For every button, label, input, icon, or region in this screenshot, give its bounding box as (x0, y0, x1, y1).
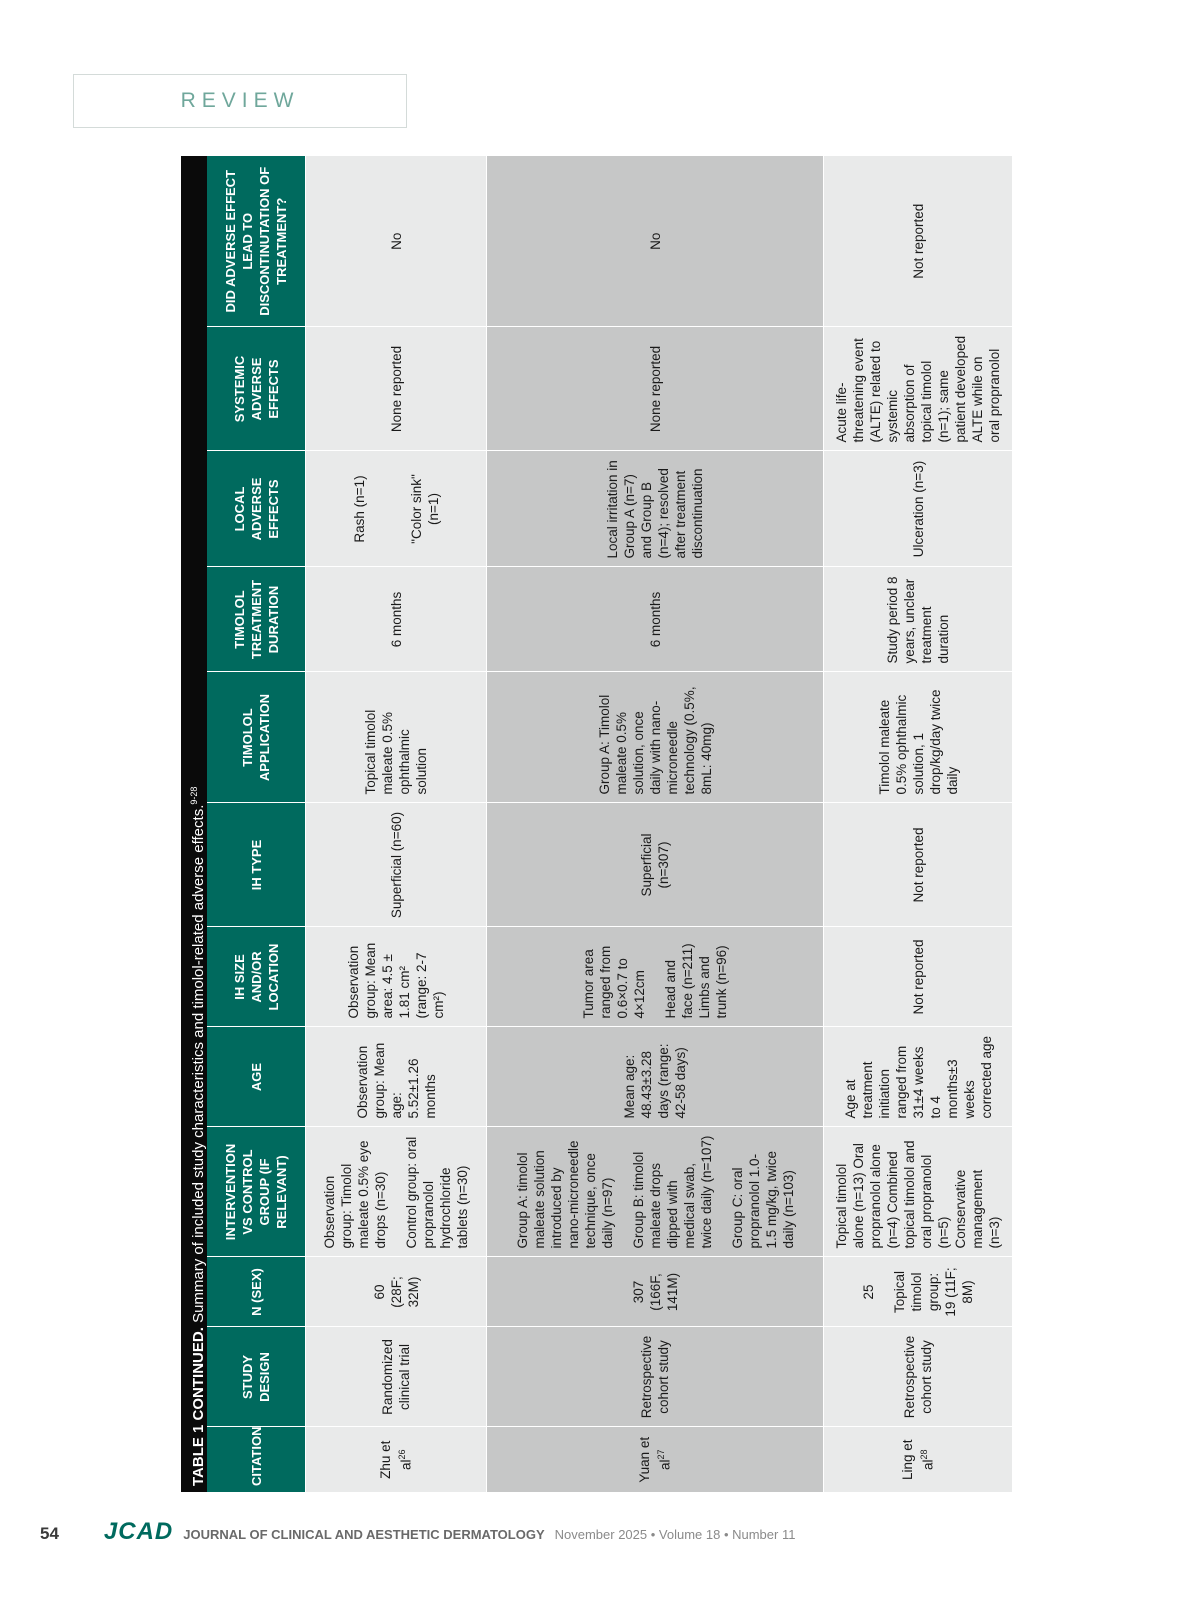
cell-citation: Ling et $al^{28}$ (824, 1427, 1013, 1492)
cell-duration: Study period 8 years, unclear treatment duration (824, 567, 1013, 672)
col-size: IH SIZE AND/OR LOCATION (207, 927, 306, 1027)
caption-text: Summary of included study characteristics and timolol-related adverse effects. (190, 804, 207, 1328)
table-row (824, 156, 1013, 1492)
cell-n: 307 (166F, 141M) (487, 1257, 824, 1327)
cell-application: Group A: Timolol maleate 0.5% solution, once daily with nano-microneedle technology (0.5%, 8mL: 40mg) (487, 672, 824, 803)
journal-name: JOURNAL OF CLINICAL AND AESTHETIC DERMATOLOGY (183, 1527, 545, 1542)
section-label-box (73, 74, 407, 128)
cell-size: Observation group: Mean area: 4.5 ± 1.81 cm² (range: 2-7 cm²) (306, 927, 487, 1027)
cell-citation: Zhu et $al^{26}$ (306, 1427, 487, 1492)
page-footer (40, 1518, 795, 1548)
cell-discontinuation: No (487, 156, 824, 327)
cell-intervention: Observation group: Timolol maleate 0.5% eye drops (n=30) Control group: oral propranolol hydrochloride tablets (n=30) (306, 1127, 487, 1257)
col-intervention: INTERVENTION VS CONTROL GROUP (IF RELEVANT) (207, 1127, 306, 1257)
col-application: TIMOLOL APPLICATION (207, 672, 306, 803)
table-row (306, 156, 487, 1492)
cell-local: Local irritation in Group A (n=7) and Group B (n=4); resolved after treatment discontinuation (487, 451, 824, 567)
cell-type: Not reported (824, 803, 1013, 927)
cell-type: Superficial (n=307) (487, 803, 824, 927)
cell-duration: 6 months (306, 567, 487, 672)
cell-intervention: Group A: timolol maleate solution introduced by nano-microneedle technique, once daily (n=97) Group B: timolol maleate drops dipped with medical swab, twice daily (n=107) Group C: oral propranolol 1.0-1.5 mg/kg, twice daily (n=103) (487, 1127, 824, 1257)
cell-discontinuation: No (306, 156, 487, 327)
cell-design: Randomized clinical trial (306, 1327, 487, 1427)
cell-systemic: Acute life-threatening event (ALTE) related to systemic absorption of topical timolol (n=1); same patient developed ALTE while on oral propranolol (824, 327, 1013, 451)
cell-systemic: None reported (487, 327, 824, 451)
table-header-row (207, 156, 306, 1492)
col-age: AGE (207, 1027, 306, 1127)
col-type: IH TYPE (207, 803, 306, 927)
cell-systemic: None reported (306, 327, 487, 451)
cell-age: Mean age: 48.43±3.28 days (range: 42-58 days) (487, 1027, 824, 1127)
cell-application: Topical timolol maleate 0.5% ophthalmic solution (306, 672, 487, 803)
cell-discontinuation: Not reported (824, 156, 1013, 327)
table-caption (181, 156, 207, 1492)
col-citation: CITATION (207, 1427, 306, 1492)
cell-size: Not reported (824, 927, 1013, 1027)
table-row (487, 156, 824, 1492)
rotated-table (181, 156, 1011, 1492)
cell-type: Superficial (n=60) (306, 803, 487, 927)
journal-logo: JCAD (103, 1518, 174, 1545)
study-table (207, 156, 1012, 1492)
col-systemic: SYSTEMIC ADVERSE EFFECTS (207, 327, 306, 451)
section-label: REVIEW (180, 89, 300, 112)
cell-intervention: Topical timolol alone (n=13) Oral propranolol alone (n=4) Combined topical timolol and oral propranolol (n=5) Conservative management (n=3) (824, 1127, 1013, 1257)
caption-title: TABLE 1 CONTINUED. (190, 1327, 207, 1486)
cell-age: Observation group: Mean age: 5.52±1.26 months (306, 1027, 487, 1127)
col-local: LOCAL ADVERSE EFFECTS (207, 451, 306, 567)
cell-size: Tumor area ranged from 0.6×0.7 to 4×12cm Head and face (n=211) Limbs and trunk (n=96) (487, 927, 824, 1027)
col-design: STUDY DESIGN (207, 1327, 306, 1427)
cell-duration: 6 months (487, 567, 824, 672)
cell-design: Retrospective cohort study (487, 1327, 824, 1427)
col-discontinuation: DID ADVERSE EFFECT LEAD TO DISCONTINUTATION OF TREATMENT? (207, 156, 306, 327)
cell-application: Timolol maleate 0.5% ophthalmic solution, 1 drop/kg/day twice daily (824, 672, 1013, 803)
cell-n: 60 (28F; 32M) (306, 1257, 487, 1327)
col-duration: TIMOLOL TREATMENT DURATION (207, 567, 306, 672)
page-number: 54 (40, 1524, 59, 1543)
caption-ref: 9-28 (189, 786, 199, 805)
col-n: N (SEX) (207, 1257, 306, 1327)
cell-local: Rash (n=1) "Color sink" (n=1) (306, 451, 487, 567)
cell-local: Ulceration (n=3) (824, 451, 1013, 567)
issue-info: November 2025 • Volume 18 • Number 11 (554, 1527, 796, 1542)
cell-age: Age at treatment initiation ranged from 31±4 weeks to 4 months±3 weeks corrected age (824, 1027, 1013, 1127)
cell-n: 25 Topical timolol group: 19 (11F; 8M) (824, 1257, 1013, 1327)
cell-citation: Yuan et $al^{27}$ (487, 1427, 824, 1492)
cell-design: Retrospective cohort study (824, 1327, 1013, 1427)
